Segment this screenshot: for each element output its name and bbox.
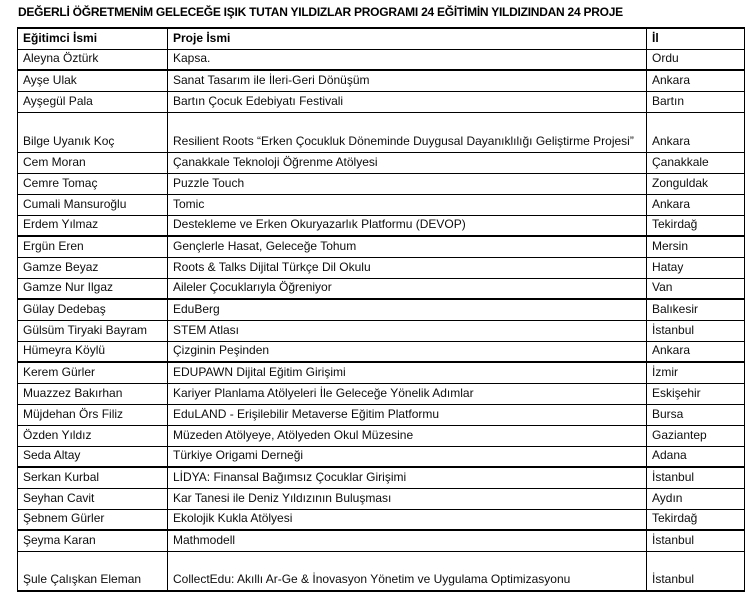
city-cell: Hatay: [647, 257, 745, 278]
city-cell: İstanbul: [647, 551, 745, 591]
city-cell: Ordu: [647, 49, 745, 70]
city-cell: İstanbul: [647, 530, 745, 551]
table-row: [18, 341, 745, 362]
page-title: DEĞERLİ ÖĞRETMENİM GELECEĞE IŞIK TUTAN YILDIZLAR PROGRAMI 24 EĞİTİMİN YILDIZINDAN 24 PROJE: [18, 5, 623, 19]
project-name-cell: Çanakkale Teknoloji Öğrenme Atölyesi: [168, 152, 647, 173]
project-name-cell: Resilient Roots “Erken Çocukluk Döneminde Duygusal Dayanıklılığı Geliştirme Projesi”: [168, 112, 647, 152]
table-row: [18, 362, 745, 383]
project-name-cell: Türkiye Origami Derneği: [168, 446, 647, 467]
educator-name-cell: Cemre Tomaç: [18, 173, 168, 194]
city-cell: Eskişehir: [647, 383, 745, 404]
project-name-cell: Kariyer Planlama Atölyeleri İle Geleceğe Yönelik Adımlar: [168, 383, 647, 404]
city-cell: Mersin: [647, 236, 745, 257]
city-cell: Zonguldak: [647, 173, 745, 194]
educator-name-cell: Gamze Nur Ilgaz: [18, 278, 168, 299]
educator-name-cell: Serkan Kurbal: [18, 467, 168, 488]
project-name-cell: Mathmodell: [168, 530, 647, 551]
table-body: [18, 49, 745, 591]
table-row: [18, 173, 745, 194]
educator-name-cell: Gülay Dedebaş: [18, 299, 168, 320]
project-name-cell: Aileler Çocuklarıyla Öğreniyor: [168, 278, 647, 299]
educator-name-cell: Gamze Beyaz: [18, 257, 168, 278]
table-row: [18, 278, 745, 299]
table-row: [18, 509, 745, 530]
educator-name-cell: Şeyma Karan: [18, 530, 168, 551]
educator-name-cell: Aleyna Öztürk: [18, 49, 168, 70]
table-row: [18, 446, 745, 467]
educator-name-cell: Ergün Eren: [18, 236, 168, 257]
table-row: [18, 299, 745, 320]
project-name-cell: Kar Tanesi ile Deniz Yıldızının Buluşması: [168, 488, 647, 509]
educator-name-cell: Hümeyra Köylü: [18, 341, 168, 362]
table-row: [18, 320, 745, 341]
educator-name-cell: Cem Moran: [18, 152, 168, 173]
table-row: [18, 551, 745, 591]
table-row: [18, 215, 745, 236]
city-cell: Gaziantep: [647, 425, 745, 446]
project-name-cell: LİDYA: Finansal Bağımsız Çocuklar Girişimi: [168, 467, 647, 488]
table-row: [18, 194, 745, 215]
city-cell: Tekirdağ: [647, 509, 745, 530]
educator-name-cell: Şebnem Gürler: [18, 509, 168, 530]
project-name-cell: Sanat Tasarım ile İleri-Geri Dönüşüm: [168, 70, 647, 91]
city-cell: Ankara: [647, 70, 745, 91]
project-name-cell: EduBerg: [168, 299, 647, 320]
table-row: [18, 257, 745, 278]
project-name-cell: Roots & Talks Dijital Türkçe Dil Okulu: [168, 257, 647, 278]
project-name-cell: Kapsa.: [168, 49, 647, 70]
table-row: [18, 91, 745, 112]
educator-name-cell: Gülsüm Tiryaki Bayram: [18, 320, 168, 341]
projects-table: [17, 27, 745, 592]
educator-name-cell: Seyhan Cavit: [18, 488, 168, 509]
educator-name-cell: Şule Çalışkan Eleman: [18, 551, 168, 591]
educator-name-cell: Özden Yıldız: [18, 425, 168, 446]
city-cell: Adana: [647, 446, 745, 467]
educator-name-cell: Seda Altay: [18, 446, 168, 467]
city-cell: Bartın: [647, 91, 745, 112]
city-cell: Bursa: [647, 404, 745, 425]
column-header-city: İl: [647, 28, 745, 49]
table-row: [18, 112, 745, 152]
educator-name-cell: Müjdehan Örs Filiz: [18, 404, 168, 425]
city-cell: İstanbul: [647, 320, 745, 341]
city-cell: İstanbul: [647, 467, 745, 488]
city-cell: Balıkesir: [647, 299, 745, 320]
city-cell: Tekirdağ: [647, 215, 745, 236]
table-row: [18, 383, 745, 404]
educator-name-cell: Ayşegül Pala: [18, 91, 168, 112]
city-cell: İzmir: [647, 362, 745, 383]
table-row: [18, 425, 745, 446]
city-cell: Ankara: [647, 341, 745, 362]
project-name-cell: EDUPAWN Dijital Eğitim Girişimi: [168, 362, 647, 383]
project-name-cell: STEM Atlası: [168, 320, 647, 341]
project-name-cell: Tomic: [168, 194, 647, 215]
header-row: [18, 28, 745, 49]
table-row: [18, 530, 745, 551]
table-row: [18, 488, 745, 509]
table-row: [18, 467, 745, 488]
educator-name-cell: Cumali Mansuroğlu: [18, 194, 168, 215]
city-cell: Çanakkale: [647, 152, 745, 173]
city-cell: Van: [647, 278, 745, 299]
table-row: [18, 49, 745, 70]
city-cell: Ankara: [647, 194, 745, 215]
project-name-cell: EduLAND - Erişilebilir Metaverse Eğitim Platformu: [168, 404, 647, 425]
table-row: [18, 404, 745, 425]
table-row: [18, 70, 745, 91]
educator-name-cell: Kerem Gürler: [18, 362, 168, 383]
table-header: [18, 28, 745, 49]
educator-name-cell: Erdem Yılmaz: [18, 215, 168, 236]
project-name-cell: Gençlerle Hasat, Geleceğe Tohum: [168, 236, 647, 257]
project-name-cell: Bartın Çocuk Edebiyatı Festivali: [168, 91, 647, 112]
project-name-cell: Çizginin Peşinden: [168, 341, 647, 362]
city-cell: Aydın: [647, 488, 745, 509]
educator-name-cell: Bilge Uyanık Koç: [18, 112, 168, 152]
table-row: [18, 236, 745, 257]
column-header-project: Proje İsmi: [168, 28, 647, 49]
project-name-cell: Müzeden Atölyeye, Atölyeden Okul Müzesine: [168, 425, 647, 446]
project-name-cell: Puzzle Touch: [168, 173, 647, 194]
table-row: [18, 152, 745, 173]
project-name-cell: Ekolojik Kukla Atölyesi: [168, 509, 647, 530]
project-name-cell: CollectEdu: Akıllı Ar-Ge & İnovasyon Yönetim ve Uygulama Optimizasyonu: [168, 551, 647, 591]
project-name-cell: Destekleme ve Erken Okuryazarlık Platformu (DEVOP): [168, 215, 647, 236]
column-header-educator: Eğitimci İsmi: [18, 28, 168, 49]
city-cell: Ankara: [647, 112, 745, 152]
educator-name-cell: Muazzez Bakırhan: [18, 383, 168, 404]
educator-name-cell: Ayşe Ulak: [18, 70, 168, 91]
